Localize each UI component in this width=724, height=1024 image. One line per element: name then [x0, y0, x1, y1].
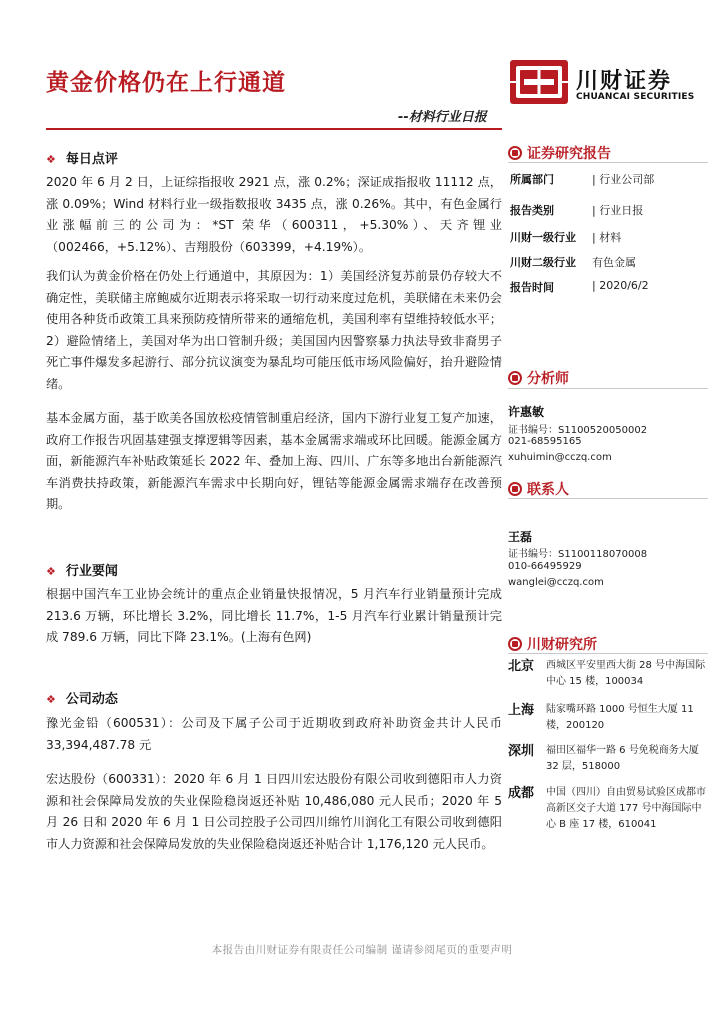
- analyst-email[interactable]: xuhuimin@cczq.com: [508, 452, 612, 463]
- office-city-shenzhen: 深圳: [508, 744, 535, 759]
- sidebar-divider: [508, 498, 708, 499]
- contact-name: 王磊: [508, 530, 533, 544]
- sidebar-divider: [508, 388, 708, 389]
- paragraph-daily-market: 2020 年 6 月 2 日，上证综指报收 2921 点，涨 0.2%；深证成指报收 11112 点，涨 0.09%；Wind 材料行业一级指数报收 3435 点，涨 0.26%。其中，有色金属行业涨幅前三的公司为：*ST 荣华（600311，+5.30%）、天齐锂业（002466，+5.12%）、吉翔股份（603399，+4.19%）。: [46, 175, 502, 254]
- diamond-bullet-icon: ❖: [46, 565, 56, 578]
- diamond-bullet-icon: ❖: [46, 153, 56, 166]
- sidebar-divider: [508, 162, 708, 163]
- diamond-bullet-icon: ❖: [46, 693, 56, 706]
- section-marker-icon: [508, 371, 522, 385]
- office-address-chengdu: 中国（四川）自由贸易试验区成都市高新区交子大道 177 号中海国际中心 B 座 17 楼，610041: [546, 787, 706, 830]
- header-divider: [46, 128, 502, 130]
- contact-phone: 010-66495929: [508, 561, 582, 572]
- paragraph-company-1: 豫光金铅（600531）：公司及下属子公司于近期收到政府补助资金共计人民币 33,394,487.78 元: [46, 716, 502, 752]
- office-city-beijing: 北京: [508, 659, 535, 674]
- section-heading-company: ❖ 公司动态: [46, 692, 118, 707]
- page-title: 黄金价格仍在上行通道: [46, 70, 286, 96]
- sidebar-heading-institute: 川财研究所: [508, 634, 597, 654]
- office-address-shenzhen: 福田区福华一路 6 号免税商务大厦 32 层，518000: [546, 745, 699, 772]
- page-footer-disclaimer: 本报告由川财证券有限责任公司编制 谨请参阅尾页的重要声明: [211, 944, 513, 956]
- paragraph-news: 根据中国汽车工业协会统计的重点企业销量快报情况，5 月汽车行业销量预计完成 213.6 万辆，环比增长 3.2%，同比增长 11.7%，1-5 月汽车行业累计销量预计完成 789.6 万辆，同比下降 23.1%。(上海有色网): [46, 587, 502, 644]
- contact-cert: 证书编号：S1100118070008: [508, 549, 648, 560]
- section-marker-icon: [508, 146, 522, 160]
- office-address-shanghai: 陆家嘴环路 1000 号恒生大厦 11 楼，200120: [546, 704, 694, 731]
- office-city-shanghai: 上海: [508, 703, 535, 718]
- sidebar-divider: [508, 653, 708, 654]
- logo-text-en: CHUANCAI SECURITIES: [576, 92, 695, 102]
- section-heading-news: ❖ 行业要闻: [46, 564, 118, 579]
- paragraph-company-2: 宏达股份（600331）：2020 年 6 月 1 日四川宏达股份有限公司收到德阳市人力资源和社会保障局发放的失业保险稳岗返还补贴 10,486,080 元人民币；2020 年 5 月 26 日和 2020 年 6 月 1 日公司控股子公司四川绵竹川润化工有限公司收到德阳市人力资源和社会保障局发放的失业保险稳岗返还补贴合计 1,176,120 元人民币。: [46, 772, 502, 851]
- office-address-beijing: 西城区平安里西大街 28 号中海国际中心 15 楼，100034: [546, 660, 706, 687]
- logo-text-cn: 川财证券: [576, 69, 673, 94]
- section-marker-icon: [508, 482, 522, 496]
- sidebar-heading-report: 证券研究报告: [508, 143, 611, 163]
- page-subtitle: --材料行业日报: [398, 110, 487, 125]
- paragraph-metals-outlook: 基本金属方面，基于欧美各国放松疫情管制重启经济，国内下游行业复工复产加速，政府工作报告巩固基建强支撑逻辑等因素，基本金属需求端或环比回暖。能源金属方面，新能源汽车补贴政策延长 2022 年、叠加上海、四川、广东等多地出台新能源汽车消费扶持政策，新能源汽车需求中长期向好，锂钴等能源金属需求端存在改善预期。: [46, 411, 502, 511]
- section-marker-icon: [508, 637, 522, 651]
- paragraph-gold-reason: 我们认为黄金价格在仍处上行通道中，其原因为：1）美国经济复苏前景仍存较大不确定性，美联储主席鲍威尔近期表示将采取一切行动来度过危机，美联储在未来仍会使用各种货币政策工具来预防疫情所带来的通缩危机，美国利率有望维持较低水平；2）避险情绪上，美国对华为出口管制升级；美国国内因警察暴力执法导致非裔男子死亡事件爆发多起游行、部分抗议演变为暴乱均可能压低市场风险偏好，抬升避险情绪。: [46, 269, 502, 391]
- contact-email[interactable]: wanglei@cczq.com: [508, 577, 604, 588]
- sidebar-heading-analyst: 分析师: [508, 368, 569, 388]
- sidebar-heading-contact: 联系人: [508, 479, 569, 499]
- analyst-cert: 证书编号：S1100520050002: [508, 425, 648, 436]
- section-heading-daily: ❖ 每日点评: [46, 152, 118, 167]
- company-logo: [510, 60, 710, 106]
- analyst-phone: 021-68595165: [508, 436, 582, 447]
- logo-mark-icon: [510, 60, 568, 104]
- analyst-name: 许惠敏: [508, 405, 545, 419]
- office-city-chengdu: 成都: [508, 786, 535, 801]
- report-page: 黄金价格仍在上行通道 --材料行业日报 川财证券 CHUANCAI SECURITIES ❖ 每日点评 2020 年 6 月 2 日，上证综指报收 2921 点，涨 0.2%；深证成指报收 11112 点，涨 0.09%；Wind 材料行业一级指数报收 3435 点，涨 0.26%。其中，有色金属行业涨幅前三的公司为：*ST 荣华（600311，+5.30%）、天齐锂业（002466，+5.12%）、吉翔股份（603399，+4.19%）。 我们认为黄金价格在仍处上行通道中，其原因为：1）美国经济复苏前景仍存较大不确定性，美联储主席鲍威尔近期表示将采取一切行动来度过危机，美联储在未来仍会使用各种货币政策工具来预防疫情所带来的通缩危机，美国利率有望维持较低水平；2）避险情绪上，美国对华为出口管制升级；美国国内因警察暴力执法导致非裔男子死亡事件爆发多起游行、部分抗议演变为暴乱均可能压低市场风险偏好，抬升避险情绪。 基本金属方面，基于欧美各国放松疫情管制重启经济，国内下游行业复工复产加速，政府工作报告巩固基建强支撑逻辑等因素，基本金属需求端或环比回暖。能源金属方面，新能源汽车补贴政策延长 2022 年、叠加上海、四川、广东等多地出台新能源汽车消费扶持政策，新能源汽车需求中长期向好，锂钴等能源金属需求端存在改善预期。 ❖ 行业要闻 根据中国汽车工业协会统计的重点企业销量快报情况，5 月汽车行业销量预计完成 213.6 万辆，环比增长 3.2%，同比增长 11.7%，1-5 月汽车行业累计销量预计完成 789.6 万辆，同比下降 23.1%。(上海有色网) ❖ 公司动态 豫光金铅（600531）：公司及下属子公司于近期收到政府补助资金共计人民币 33,394,487.78 元 宏达股份（600331）：2020 年 6 月 1 日四川宏达股份有限公司收到德阳市人力资源和社会保障局发放的失业保险稳岗返还补贴 10,486,080 元人民币；2020 年 5 月 26 日和 2020 年 6 月 1 日公司控股子公司四川绵竹川润化工有限公司收到德阳市人力资源和社会保障局发放的失业保险稳岗返还补贴合计 1,176,120 元人民币。 证券研究报告 所属部门 | 行业公司部 报告类别 | 行业日报 川财一级行业 | 材料 川财二级行业 有色金属 报告时间 | 2020/6/2 分析师 许惠敏 证书编号：S1100520050002 021-68595165 xuhuimin@cczq.com 联系人 王磊 证书编号：S1100118070008 010-66495929 wanglei@cczq.com 川财研究所 北京 西城区平安里西大街 28 号中海国际中心 15 楼，100034 上海 陆家嘴环路 1000 号恒生大厦 11 楼，200120 深圳 福田区福华一路 6 号免税商务大厦 32 层，518000 成都 中国（四川）自由贸易试验区成都市高新区交子大道 177 号中海国际中心 B 座 17 楼，610041 本报告由川财证券有限责任公司编制 谨请参阅尾页的重要声明: [0, 0, 724, 1024]
